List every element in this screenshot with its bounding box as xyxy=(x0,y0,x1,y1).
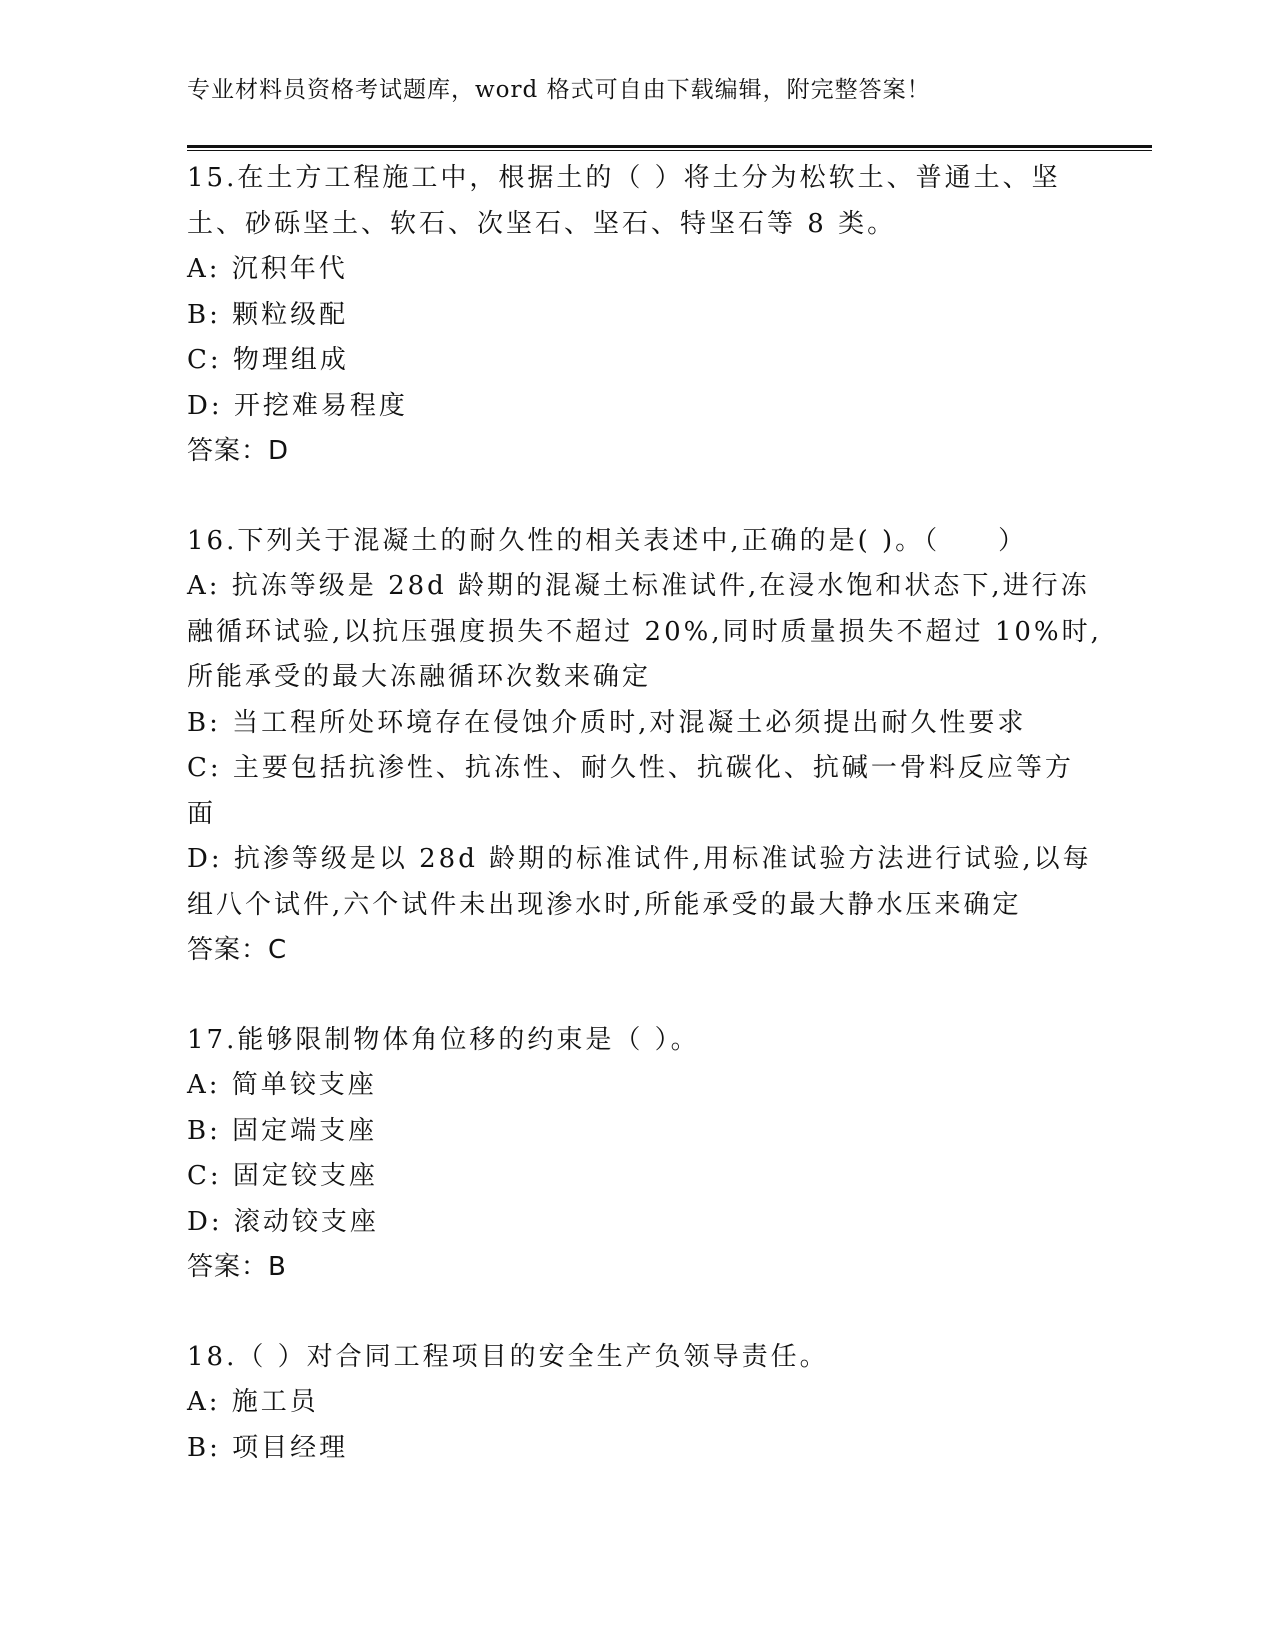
option-c-continued: 面 xyxy=(187,798,217,829)
option-b: B: 颗粒级配 xyxy=(187,299,349,330)
option-d-continued: 组八个试件,六个试件未出现渗水时,所能承受的最大静水压来确定 xyxy=(187,889,1022,920)
answer-line: 答案：D xyxy=(187,436,290,466)
option-b: B: 固定端支座 xyxy=(187,1115,378,1146)
option-b: B: 项目经理 xyxy=(187,1432,349,1463)
option-a: A: 简单铰支座 xyxy=(187,1070,377,1100)
option-d: D: 滚动铰支座 xyxy=(187,1206,379,1237)
answer-line: 答案：C xyxy=(187,935,288,965)
option-a: A: 沉积年代 xyxy=(187,254,348,284)
option-d: D: 开挖难易程度 xyxy=(187,390,408,421)
option-c: C: 主要包括抗渗性、抗冻性、耐久性、抗碳化、抗碱一骨料反应等方 xyxy=(187,753,1074,783)
question-15 xyxy=(187,156,1087,475)
question-text-line: 17.能够限制物体角位移的约束是（ ）。 xyxy=(187,1024,700,1055)
question-18 xyxy=(187,1335,1087,1472)
question-text-line: 土、砂砾坚土、软石、次坚石、坚石、特坚石等 8 类。 xyxy=(187,208,897,239)
option-a-continued: 所能承受的最大冻融循环次数来确定 xyxy=(187,662,652,692)
question-16 xyxy=(187,519,1102,974)
option-a-continued: 融循环试验,以抗压强度损失不超过 20%,同时质量损失不超过 10%时, xyxy=(187,616,1102,647)
option-b: B: 当工程所处环境存在侵蚀介质时,对混凝土必须提出耐久性要求 xyxy=(187,707,1027,738)
option-c: C: 物理组成 xyxy=(187,345,349,375)
option-d: D: 抗渗等级是以 28d 龄期的标准试件,用标准试验方法进行试验,以每 xyxy=(187,844,1092,874)
answer-line: 答案：B xyxy=(187,1252,287,1282)
option-a: A: 抗冻等级是 28d 龄期的混凝土标准试件,在浸水饱和状态下,进行冻 xyxy=(187,571,1090,601)
question-text-line: 16.下列关于混凝土的耐久性的相关表述中,正确的是( )。（ ） xyxy=(187,525,1028,556)
option-a: A: 施工员 xyxy=(187,1387,319,1417)
question-text-line: 15.在土方工程施工中，根据土的（ ）将土分为松软土、普通土、坚 xyxy=(187,163,1061,193)
question-text-line: 18.（ ）对合同工程项目的安全生产负领导责任。 xyxy=(187,1341,829,1372)
header-divider xyxy=(187,145,1152,151)
question-list xyxy=(187,156,1102,1515)
page-header: 专业材料员资格考试题库，word 格式可自由下载编辑，附完整答案！ xyxy=(187,77,931,103)
question-17 xyxy=(187,1018,1087,1291)
option-c: C: 固定铰支座 xyxy=(187,1161,378,1191)
